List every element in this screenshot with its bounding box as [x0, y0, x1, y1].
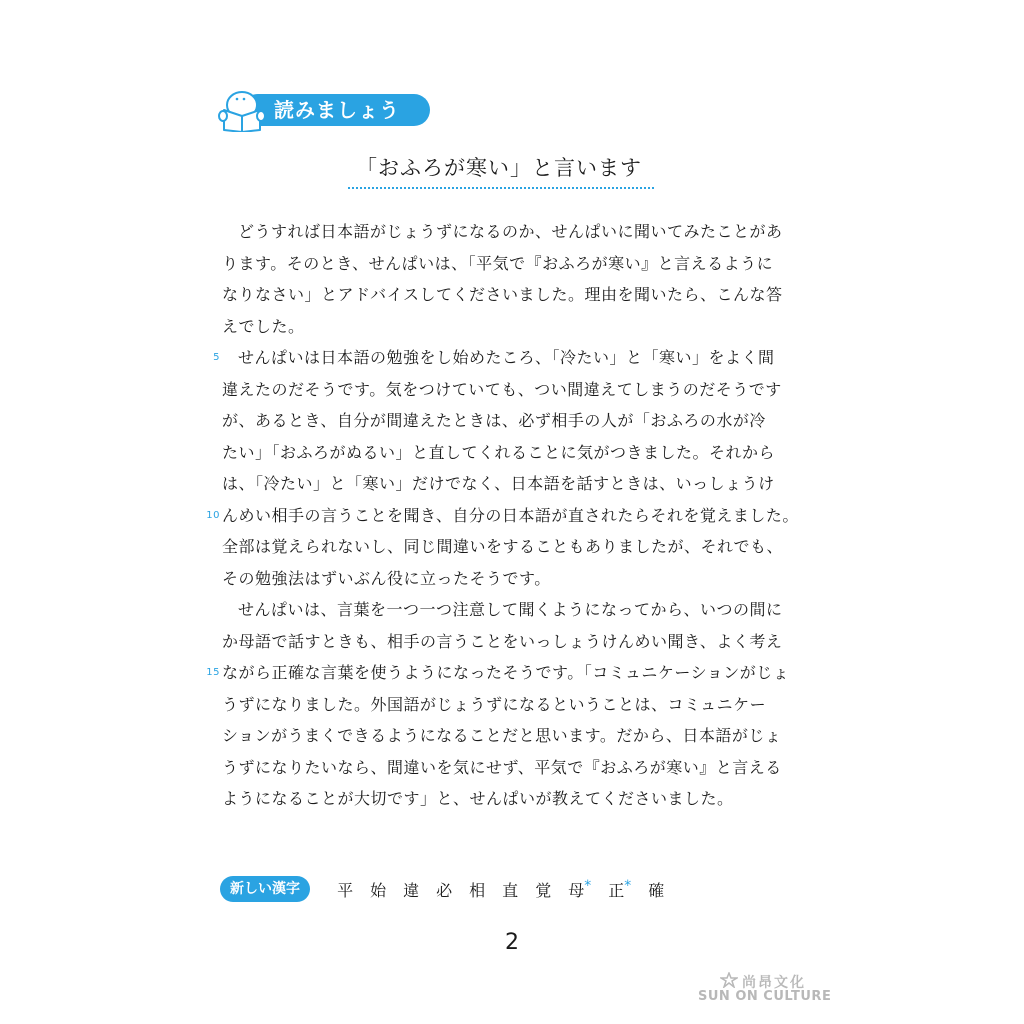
- new-kanji-item: [535, 878, 551, 901]
- body-line-text: ションがうまくできるようになることだと思います。だから、日本語がじょ: [222, 726, 782, 745]
- new-kanji-label: 新しい漢字: [220, 876, 310, 902]
- body-line: [222, 437, 792, 469]
- body-line: [222, 374, 792, 406]
- body-line: [222, 279, 792, 311]
- body-line: [222, 783, 792, 815]
- kanji-char: 平: [337, 880, 354, 900]
- body-line-text: ながら正確な言葉を使うようになったそうです。「コミュニケーションがじょ: [222, 663, 790, 682]
- kanji-char: 母: [568, 880, 585, 900]
- body-line-text: 全部は覚えられないし、同じ間違いをすることもありましたが、それでも、: [222, 537, 784, 556]
- body-line: [206, 657, 792, 689]
- body-line-text: ります。そのとき、せんぱいは、「平気で『おふろが寒い』と言えるように: [222, 253, 774, 273]
- publisher-mark-icon: [720, 972, 738, 988]
- line-number: 10: [206, 509, 220, 521]
- body-line-text: うずになりたいなら、間違いを気にせず、平気で『おふろが寒い』と言える: [222, 757, 782, 777]
- new-kanji-item: [608, 878, 631, 901]
- body-line-text: えでした。: [222, 316, 305, 336]
- section-title: 読みましょう: [274, 98, 400, 122]
- body-line: [222, 248, 792, 280]
- publisher-name-en: SUN ON CULTURE: [698, 989, 832, 1004]
- body-line-text: か母語で話すときも、相手の言うことをいっしょうけんめい聞き、よく考え: [222, 631, 783, 651]
- new-kanji-list: [337, 878, 681, 901]
- new-kanji-item: [370, 878, 386, 901]
- body-line-text: その勉強法はずいぶん役に立ったそうです。: [222, 568, 551, 588]
- body-line: [222, 626, 792, 658]
- book-reading-mascot-icon: [218, 90, 274, 132]
- new-kanji-item: [502, 878, 518, 901]
- article-body: [206, 216, 799, 815]
- body-line-text: たい」「おふろがぬるい」と直してくれることに気がつきました。それから: [222, 442, 776, 462]
- kanji-star-mark: *: [584, 877, 592, 894]
- body-line-text: んめい相手の言うことを聞き、自分の日本語が直されたらそれを覚えました。: [222, 505, 799, 525]
- body-line-text: は、「冷たい」と「寒い」だけでなく、日本語を話すときは、いっしょうけ: [222, 474, 775, 493]
- body-line: [213, 342, 792, 374]
- page-number: 2: [505, 930, 519, 955]
- publisher-name-cn: 尚昂文化: [742, 975, 806, 991]
- body-line: [222, 720, 792, 752]
- body-line-text: どうすれば日本語がじょうずになるのか、せんぱいに聞いてみたことがあ: [238, 222, 783, 241]
- kanji-char: 確: [648, 880, 665, 900]
- body-line: [222, 563, 792, 595]
- kanji-char: 覚: [535, 880, 552, 900]
- body-line: [222, 468, 792, 500]
- body-line-text: ようになることが大切です」と、せんぱいが教えてくださいました。: [222, 789, 734, 808]
- body-line-text: なりなさい」とアドバイスしてくださいました。理由を聞いたら、こんな答: [222, 285, 783, 304]
- body-line-text: 違えたのだそうです。気をつけていても、つい間違えてしまうのだそうです: [222, 379, 782, 399]
- kanji-star-mark: *: [624, 877, 632, 894]
- body-line: [222, 405, 792, 437]
- kanji-char: 正: [608, 880, 625, 900]
- new-kanji-strip: [220, 876, 681, 904]
- body-line-text: うずになりました。外国語がじょうずになるということは、コミュニケー: [222, 694, 767, 714]
- kanji-char: 違: [403, 880, 420, 900]
- new-kanji-item: [469, 878, 485, 901]
- new-kanji-item: [568, 878, 591, 901]
- body-line: [222, 594, 792, 626]
- body-line-text: が、あるとき、自分が間違えたときは、必ず相手の人が「おふろの水が冷: [222, 411, 766, 430]
- new-kanji-item: [436, 878, 452, 901]
- kanji-char: 始: [370, 880, 387, 900]
- body-line: [222, 311, 792, 343]
- line-number: 5: [213, 352, 220, 363]
- body-line: [206, 500, 799, 532]
- new-kanji-item: [648, 878, 664, 901]
- body-line-text: せんぱいは、言葉を一つ一つ注意して聞くようになってから、いつの間に: [238, 600, 783, 619]
- title-underline: [348, 187, 654, 189]
- article-title: 「おふろが寒い」と言います: [356, 156, 642, 180]
- kanji-char: 必: [436, 880, 453, 900]
- kanji-char: 直: [502, 880, 519, 900]
- body-line: [222, 752, 792, 784]
- section-banner: [218, 90, 430, 130]
- new-kanji-item: [403, 878, 419, 901]
- publisher-logo: [698, 972, 868, 1008]
- body-line: [222, 216, 792, 248]
- body-line-text: せんぱいは日本語の勉強をし始めたころ、「冷たい」と「寒い」をよく間: [238, 348, 775, 367]
- line-number: 15: [206, 667, 220, 678]
- new-kanji-item: [337, 878, 353, 901]
- body-line: [222, 531, 792, 563]
- body-line: [222, 689, 792, 721]
- kanji-char: 相: [469, 880, 486, 900]
